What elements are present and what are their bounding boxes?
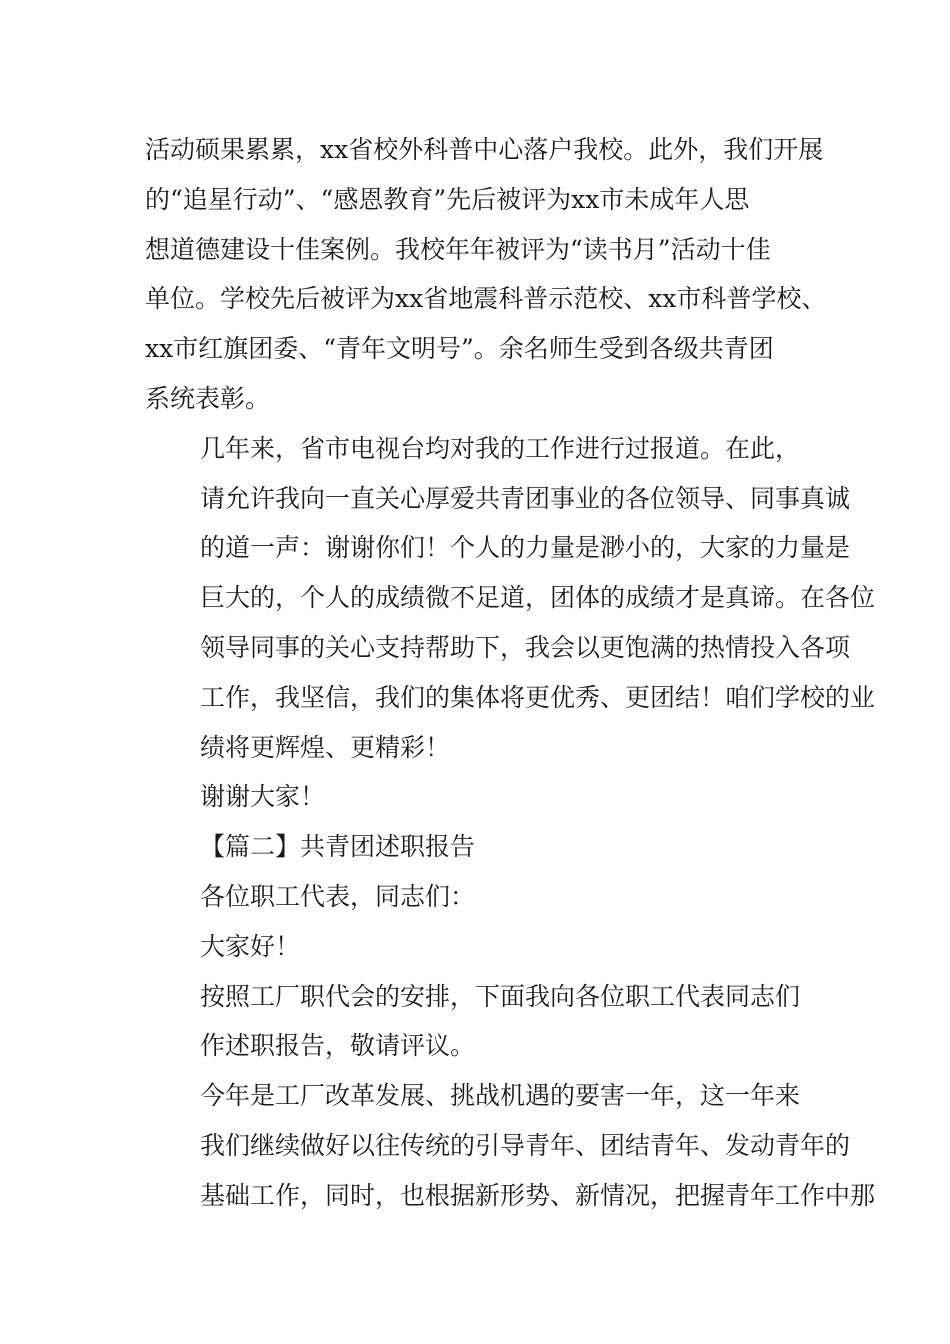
text-line: 作述职报告，敬请评议。 [200, 1031, 476, 1061]
paragraph [145, 1071, 876, 1220]
text-line: 请允许我向一直关心厚爱共青团事业的各位领导、同事真诚 [200, 483, 851, 513]
text-line: 基础工作，同时，也根据新形势、新情况，把握青年工作中那 [200, 1180, 876, 1210]
paragraph [145, 125, 827, 424]
paragraph [145, 424, 876, 773]
paragraph [145, 772, 813, 822]
text-line: 谢谢大家！ [200, 782, 326, 812]
paragraph [145, 872, 813, 922]
paragraph [145, 972, 813, 1072]
paragraph [145, 822, 813, 872]
text-line: 领导同事的关心支持帮助下，我会以更饱满的热情投入各项 [200, 632, 851, 662]
text-line: 【篇二】共青团述职报告 [200, 832, 476, 862]
text-line: 系统表彰。 [145, 383, 271, 413]
text-line: 我们继续做好以往传统的引导青年、团结青年、发动青年的 [200, 1130, 851, 1160]
text-line: 单位。学校先后被评为xx省地震科普示范校、xx市科普学校、 [145, 284, 827, 314]
text-line: 巨大的，个人的成绩微不足道，团体的成绩才是真谛。在各位 [200, 583, 876, 613]
text-line: 工作，我坚信，我们的集体将更优秀、更团结！咱们学校的业 [200, 682, 876, 712]
text-line: 活动硕果累累，xx省校外科普中心落户我校。此外，我们开展 [145, 135, 824, 164]
text-line: 的“追星行动”、“感恩教育”先后被评为xx市未成年人思 [145, 184, 750, 214]
text-line: 想道德建设十佳案例。我校年年被评为“读书月”活动十佳 [145, 234, 771, 264]
paragraph [145, 922, 813, 972]
text-line: xx市红旗团委、“青年文明号”。余名师生受到各级共青团 [145, 334, 774, 364]
text-line: 几年来，省市电视台均对我的工作进行过报道。在此， [200, 433, 801, 463]
text-line: 今年是工厂改革发展、挑战机遇的要害一年，这一年来 [200, 1081, 801, 1111]
text-line: 绩将更辉煌、更精彩！ [200, 732, 451, 762]
text-line: 按照工厂职代会的安排，下面我向各位职工代表同志们 [200, 981, 801, 1011]
text-line: 各位职工代表，同志们： [200, 881, 476, 911]
text-line: 大家好！ [200, 931, 301, 961]
document-body [145, 125, 876, 1221]
text-line: 的道一声：谢谢你们！个人的力量是渺小的，大家的力量是 [200, 533, 851, 563]
